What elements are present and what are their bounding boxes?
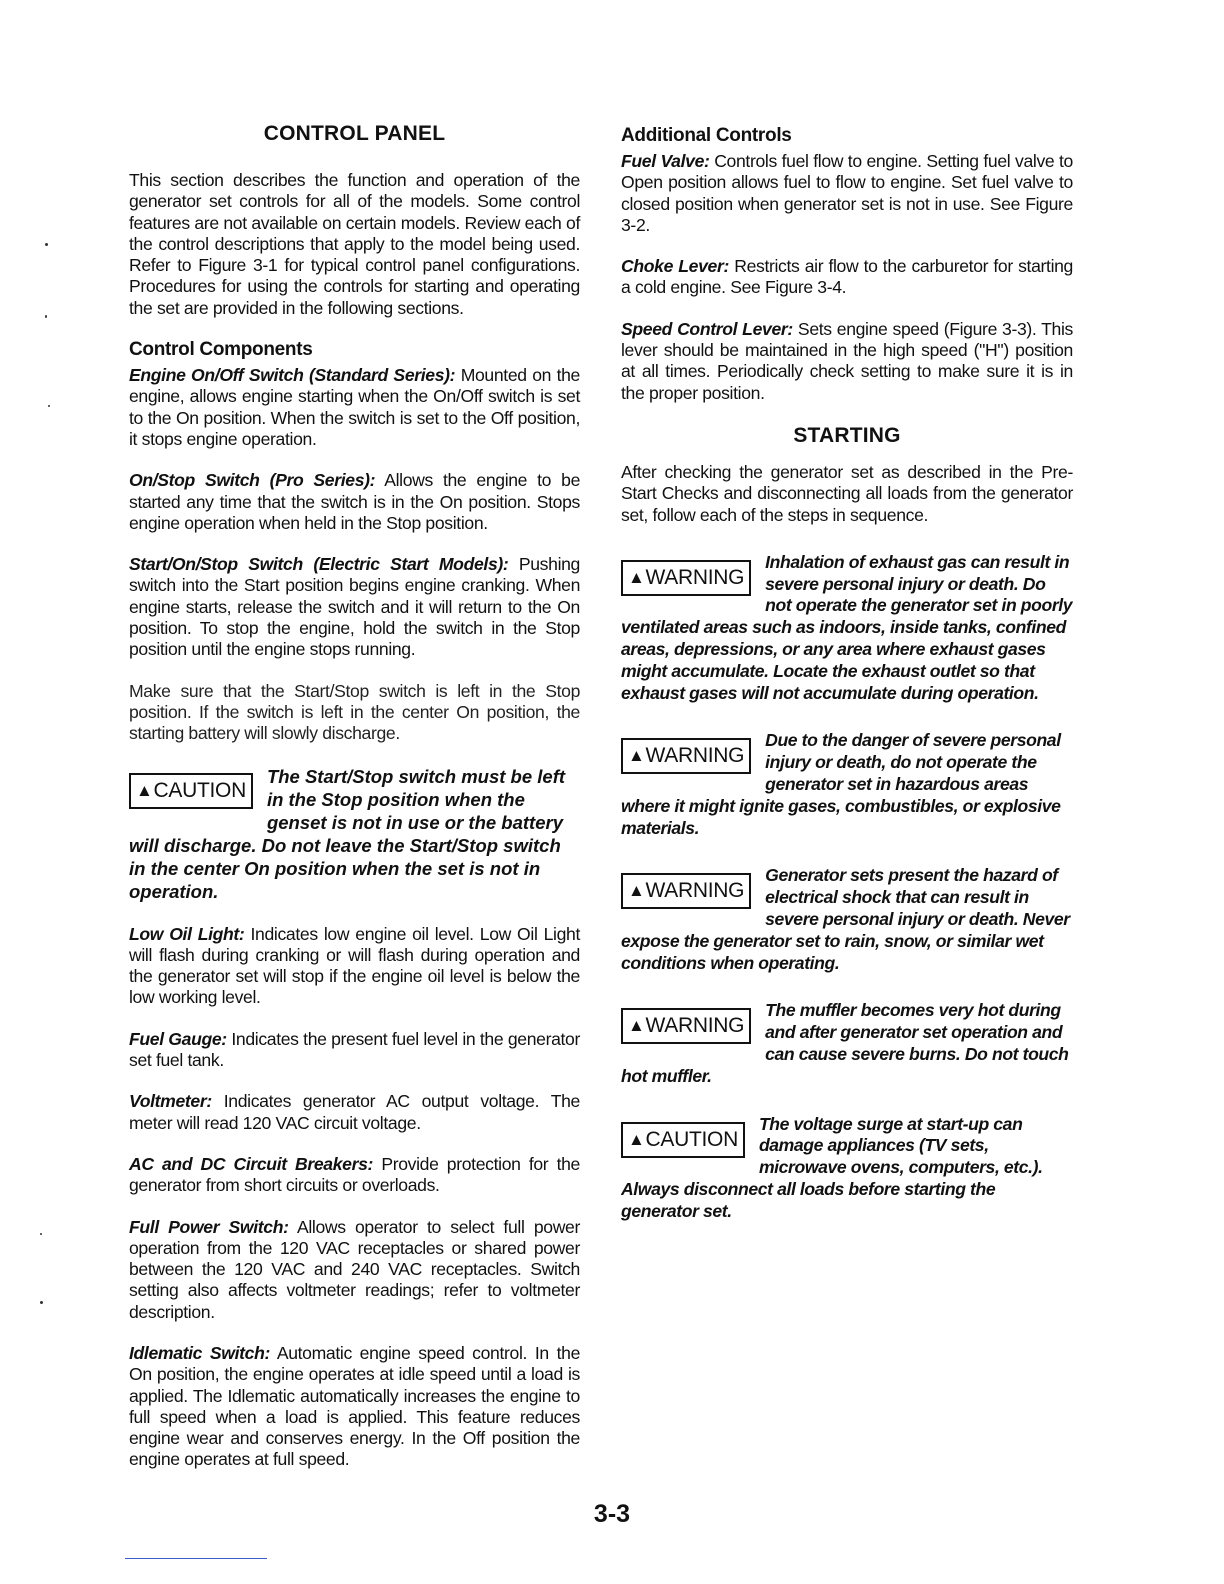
caution-notice <box>129 765 580 903</box>
full-power-term: Full Power Switch: <box>129 1216 289 1237</box>
warning-badge <box>621 560 751 596</box>
footer-rule <box>125 1558 267 1559</box>
right-column <box>621 118 1073 1244</box>
warning-text: The muffler becomes very hot during and after generator set operation and can cause severe burns. Do not touch hot muffler. <box>621 1000 1069 1086</box>
warning-triangle-icon: ▲ <box>628 1016 645 1036</box>
warning-notice-shock <box>621 865 1073 974</box>
full-power-text: Allows operator to select full power operation from the 120 VAC receptacles or shared power between the 120 VAC and 240 VAC receptacles. Switch setting also affects voltmeter readings; refer to voltmeter description. <box>129 1216 580 1322</box>
voltmeter-term: Voltmeter: <box>129 1091 212 1112</box>
idlematic-text: Automatic engine speed control. In the On position, the engine operates at idle speed until a load is applied. The Idlematic automatically increases the engine to full speed when a load is applied. This feature reduces engine wear and conserves energy. In the Off position the engine operates at full speed. <box>129 1342 581 1470</box>
warning-triangle-icon: ▲ <box>136 780 153 800</box>
choke-term: Choke Lever: <box>621 256 729 277</box>
onstop-switch-term: On/Stop Switch (Pro Series): <box>129 470 376 491</box>
engine-switch-text: Mounted on the engine, allows engine starting when the On/Off switch is set to the On position. When the switch is set to the Off position, it stops engine operation. <box>129 365 580 449</box>
idlematic-paragraph <box>129 1343 580 1471</box>
voltmeter-text: Indicates generator AC output voltage. The meter will read 120 VAC circuit voltage. <box>129 1091 580 1133</box>
intro-paragraph: This section describes the function and operation of the generator set controls for all of the models. Some control features are not available on certain models. Review each of the control descriptions that apply to the model being used. Refer to Figure 3-1 for typical control panel configurations. Procedures for using the controls for starting and operating the set are provided in the following sections. <box>129 170 580 318</box>
warning-triangle-icon: ▲ <box>628 881 645 901</box>
warning-text: Generator sets present the hazard of electrical shock that can result in severe personal injury or death. Never expose the generator set to rain, snow, or similar wet conditions when operating. <box>621 865 1070 973</box>
fuel-gauge-text: Indicates the present fuel level in the generator set fuel tank. <box>129 1028 580 1071</box>
section-title-starting: STARTING <box>793 423 901 447</box>
fuel-valve-text: Controls fuel flow to engine. Setting fuel valve to Open position allows fuel to flow to engine. Set fuel valve to closed position when generator set is not in use. See Figure 3-2. <box>621 151 1073 235</box>
engine-switch-paragraph <box>129 365 580 450</box>
caution-notice-voltage <box>621 1114 1073 1223</box>
breakers-text: Provide protection for the generator from short circuits or overloads. <box>129 1153 580 1196</box>
speed-paragraph <box>621 319 1073 404</box>
scan-speck <box>45 315 47 318</box>
caution-badge <box>129 773 253 809</box>
warning-notice-muffler <box>621 1000 1073 1087</box>
warning-text: Due to the danger of severe personal injury or death, do not operate the generator set in hazardous areas where it might ignite gases, combustibles, or explosive materials. <box>621 730 1061 838</box>
additional-controls-heading: Additional Controls <box>621 125 792 146</box>
low-oil-term: Low Oil Light: <box>129 923 245 944</box>
left-column <box>129 118 580 1491</box>
onstop-switch-paragraph <box>129 470 580 534</box>
fuel-gauge-paragraph <box>129 1029 580 1072</box>
warning-badge <box>621 873 751 909</box>
start-switch-term: Start/On/Stop Switch (Electric Start Models): <box>129 554 509 575</box>
speed-term: Speed Control Lever: <box>621 318 793 339</box>
choke-text: Restricts air flow to the carburetor for starting a cold engine. See Figure 3-4. <box>621 256 1073 298</box>
warning-notice-exhaust <box>621 552 1073 705</box>
warning-label: WARNING <box>645 879 745 903</box>
warning-notice-hazardous <box>621 730 1073 839</box>
warning-badge <box>621 738 751 774</box>
low-oil-paragraph <box>129 924 580 1009</box>
breakers-paragraph <box>129 1154 580 1197</box>
scan-speck <box>48 405 50 407</box>
page-number: 3-3 <box>593 1500 631 1528</box>
fuel-gauge-term: Fuel Gauge: <box>129 1028 227 1049</box>
warning-triangle-icon: ▲ <box>628 567 645 587</box>
caution-badge <box>621 1122 745 1158</box>
section-title-control-panel: CONTROL PANEL <box>263 122 446 145</box>
low-oil-text: Indicates low engine oil level. Low Oil Light will flash during cranking or will flash during operation and the generator set will stop if the engine oil level is below the low working level. <box>129 923 580 1008</box>
start-switch-paragraph <box>129 554 580 660</box>
speed-text: Sets engine speed (Figure 3-3). This lever should be maintained in the high speed ("H") position at all times. Periodically check setting to make sure it is in the proper position. <box>621 318 1073 403</box>
breakers-term: AC and DC Circuit Breakers: <box>129 1153 374 1174</box>
scan-speck <box>45 243 48 246</box>
starting-intro-paragraph: After checking the generator set as described in the Pre-Start Checks and disconnecting all loads from the generator set, follow each of the steps in sequence. <box>621 461 1073 525</box>
warning-label: WARNING <box>645 565 745 589</box>
idlematic-term: Idlematic Switch: <box>129 1342 271 1363</box>
make-sure-paragraph: Make sure that the Start/Stop switch is left in the Stop position. If the switch is left in the center On position, the starting battery will slowly discharge. <box>129 680 580 744</box>
choke-paragraph <box>621 256 1073 299</box>
caution-label: CAUTION <box>645 1127 738 1151</box>
voltmeter-paragraph <box>129 1091 580 1134</box>
warning-label: WARNING <box>645 1014 745 1038</box>
scan-speck <box>40 1233 42 1235</box>
fuel-valve-term: Fuel Valve: <box>621 151 710 171</box>
fuel-valve-paragraph <box>621 151 1073 236</box>
warning-label: WARNING <box>645 744 745 768</box>
full-power-paragraph <box>129 1217 580 1323</box>
caution-label: CAUTION <box>153 778 246 802</box>
caution-text: The voltage surge at start-up can damage appliances (TV sets, microwave ovens, computers, etc.). Always disconnect all loads before starting the generator set. <box>621 1113 1043 1221</box>
control-components-heading: Control Components <box>129 339 313 361</box>
warning-triangle-icon: ▲ <box>628 1129 645 1149</box>
warning-triangle-icon: ▲ <box>628 746 645 766</box>
start-switch-text: Pushing switch into the Start position begins engine cranking. When engine starts, release the switch and it will return to the On position. To stop the engine, hold the switch in the Stop position until the engine stops running. <box>129 554 580 660</box>
warning-text: Inhalation of exhaust gas can result in severe personal injury or death. Do not operate the generator set in poorly ventilated areas such as indoors, inside tanks, confined areas, depressions, or any area where exhaust gases might accumulate. Locate the exhaust outlet so that exhaust gases will not accumulate during operation. <box>621 551 1073 703</box>
onstop-switch-text: Allows the engine to be started any time that the switch is in the On position. Stops engine operation when held in the Stop position. <box>129 470 581 533</box>
warning-badge <box>621 1008 751 1044</box>
caution-text: The Start/Stop switch must be left in the Stop position when the genset is not in use or the battery will discharge. Do not leave the Start/Stop switch in the center On position when the set is not in operation. <box>129 765 566 902</box>
scan-speck <box>40 1301 43 1304</box>
engine-switch-term: Engine On/Off Switch (Standard Series): <box>129 365 456 386</box>
